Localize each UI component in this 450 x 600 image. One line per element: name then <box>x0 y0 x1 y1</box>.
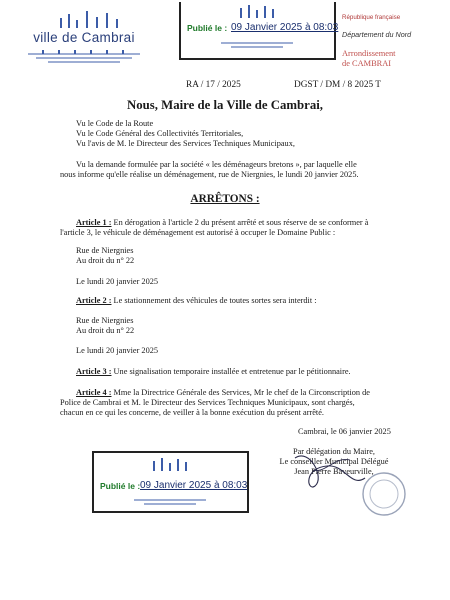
article-4-text-line3: chacun en ce qui les concerne, de veiller à la bonne exécution du présent arrêté. <box>60 408 324 418</box>
article-2-location <box>76 316 134 336</box>
request-line2: nous informe qu'elle réalise un déménagement, rue de Niergnies, le lundi 20 janvier 2025. <box>60 170 359 180</box>
stamp-logo-icon <box>234 4 280 18</box>
article-1-location <box>76 246 134 266</box>
publication-stamp-bottom <box>92 451 249 513</box>
request-line1: Vu la demande formulée par la société « les déménageurs bretons », par laquelle elle <box>76 160 357 169</box>
place-date: Cambrai, le 06 janvier 2025 <box>298 427 391 436</box>
article-2-text: Le stationnement des véhicules de toutes sortes sera interdit : <box>111 296 317 305</box>
visa-item: Vu l'avis de M. le Directeur des Services Techniques Municipaux, <box>76 139 295 149</box>
visa-item: Vu le Code Général des Collectivités Territoriales, <box>76 129 244 139</box>
stamp-logo-icon <box>147 457 193 471</box>
administrative-header <box>342 14 447 69</box>
article-4 <box>60 388 400 419</box>
article-4-text: Mme la Directrice Générale des Services, Mr le chef de la Circonscription de <box>111 388 370 397</box>
article-1-number: Au droit du n° 22 <box>76 256 135 266</box>
arrondissement-line1: Arrondissement <box>342 49 396 58</box>
article-2-street: Rue de Niergnies <box>76 316 134 325</box>
article-1-text-line2: l'article 3, le véhicule de déménagement est autorisé à occuper le Domaine Public : <box>60 228 336 238</box>
stamp-waves-icon <box>221 40 293 50</box>
article-1 <box>60 218 400 238</box>
article-4-text-line2: Police de Cambrai et M. le Directeur des Services Techniques Municipaux, sont chargés, <box>60 398 355 408</box>
reference-left: RA / 17 / 2025 <box>186 80 241 90</box>
article-1-label: Article 1 : <box>76 218 112 227</box>
departement-label: Département du Nord <box>342 30 412 39</box>
stamp-waves-icon <box>134 497 206 507</box>
reference-right: DGST / DM / 8 2025 T <box>294 80 381 90</box>
delegation-line: Par délégation du Maire, <box>292 447 376 456</box>
stamp-date: 09 Janvier 2025 à 08:03 <box>231 22 339 33</box>
city-logo <box>28 8 140 66</box>
article-1-date: Le lundi 20 janvier 2025 <box>76 277 159 286</box>
stamp-label: Publié le : <box>187 23 228 33</box>
official-seal-icon <box>360 470 408 518</box>
article-3-text: Une signalisation temporaire installée et entretenue par le pétitionnaire. <box>111 367 351 376</box>
arretons-heading: ARRÊTONS : <box>190 193 260 205</box>
arrondissement-label <box>342 49 447 69</box>
logo-waves-icon <box>28 50 140 66</box>
city-name: ville de Cambrai <box>33 30 135 45</box>
visas-list <box>76 119 295 150</box>
page-title: Nous, Maire de la Ville de Cambrai, <box>127 98 323 112</box>
stamp-label: Publié le : <box>100 481 141 491</box>
stamp-date: 09 Janvier 2025 à 08:03 <box>140 480 248 491</box>
arrondissement-line2: de CAMBRAI <box>342 59 392 68</box>
article-1-street: Rue de Niergnies <box>76 246 134 255</box>
republique-label: République française <box>342 14 401 21</box>
article-2-date: Le lundi 20 janvier 2025 <box>76 346 159 355</box>
request-paragraph <box>60 160 390 180</box>
publication-stamp-top <box>179 2 339 60</box>
article-2-number: Au droit du n° 22 <box>76 326 135 336</box>
article-2 <box>76 296 317 306</box>
article-1-text: En dérogation à l'article 2 du présent arrêté et sous réserve de se conformer à <box>111 218 369 227</box>
signatory-name: Jean Pierre Baveurville, <box>294 467 374 477</box>
article-3-label: Article 3 : <box>76 367 112 376</box>
visa-item: Vu le Code de la Route <box>76 119 154 128</box>
article-2-label: Article 2 : <box>76 296 112 305</box>
article-3 <box>76 367 351 377</box>
city-skyline-icon <box>46 8 136 28</box>
councillor-line: Le conseiller Municipal Délégué <box>279 457 389 467</box>
article-4-label: Article 4 : <box>76 388 112 397</box>
